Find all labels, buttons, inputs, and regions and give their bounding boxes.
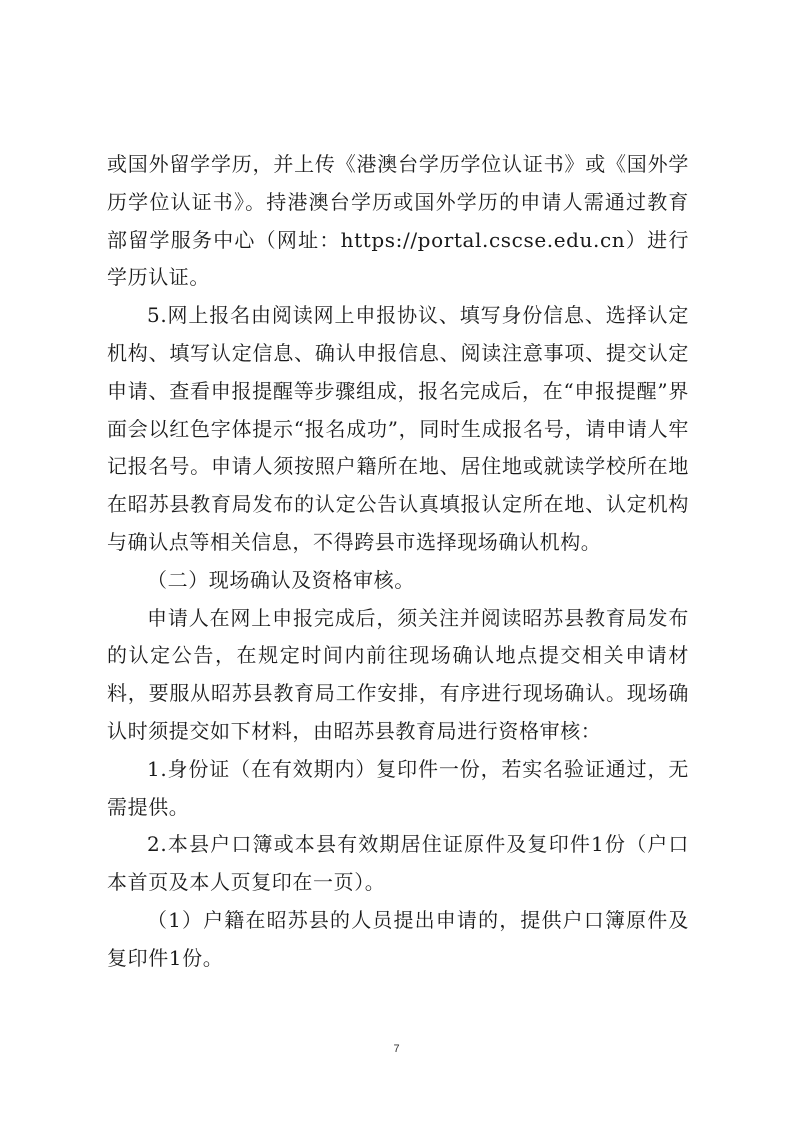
paragraph-7: （1）户籍在昭苏县的人员提出申请的，提供户口簿原件及复印件1份。 [107, 907, 689, 970]
document-body [107, 146, 689, 978]
paragraph-2: 5.网上报名由阅读网上申报协议、填写身份信息、选择认定机构、填写认定信息、确认申报信息、阅读注意事项、提交认定申请、查看申报提醒等步骤组成，报名完成后，在“申报提醒”界面会以红色字体提示“报名成功”，同时生成报名号，请申请人牢记报名号。申请人须按照户籍所在地、居住地或就读学校所在地在昭苏县教育局发布的认定公告认真填报认定所在地、认定机构与确认点等相关信息，不得跨县市选择现场确认机构。 [107, 303, 689, 554]
paragraph-3: （二）现场确认及资格审核。 [147, 567, 415, 592]
paragraph-6: 2.本县户口簿或本县有效期居住证原件及复印件1份（户口本首页及本人页复印在一页）。 [107, 832, 689, 895]
paragraph-4: 申请人在网上申报完成后，须关注并阅读昭苏县教育局发布的认定公告，在规定时间内前往现场确认地点提交相关申请材料，要服从昭苏县教育局工作安排，有序进行现场确认。现场确认时须提交如下材料，由昭苏县教育局进行资格审核： [107, 605, 689, 743]
paragraph-1: 或国外留学学历，并上传《港澳台学历学位认证书》或《国外学历学位认证书》。持港澳台学历或国外学历的申请人需通过教育部留学服务中心（网址：https://portal.cscse.edu.cn）进行学历认证。 [107, 152, 689, 290]
paragraph-5: 1.身份证（在有效期内）复印件一份，若实名验证通过，无需提供。 [107, 756, 689, 819]
page-number: 7 [393, 1043, 400, 1055]
